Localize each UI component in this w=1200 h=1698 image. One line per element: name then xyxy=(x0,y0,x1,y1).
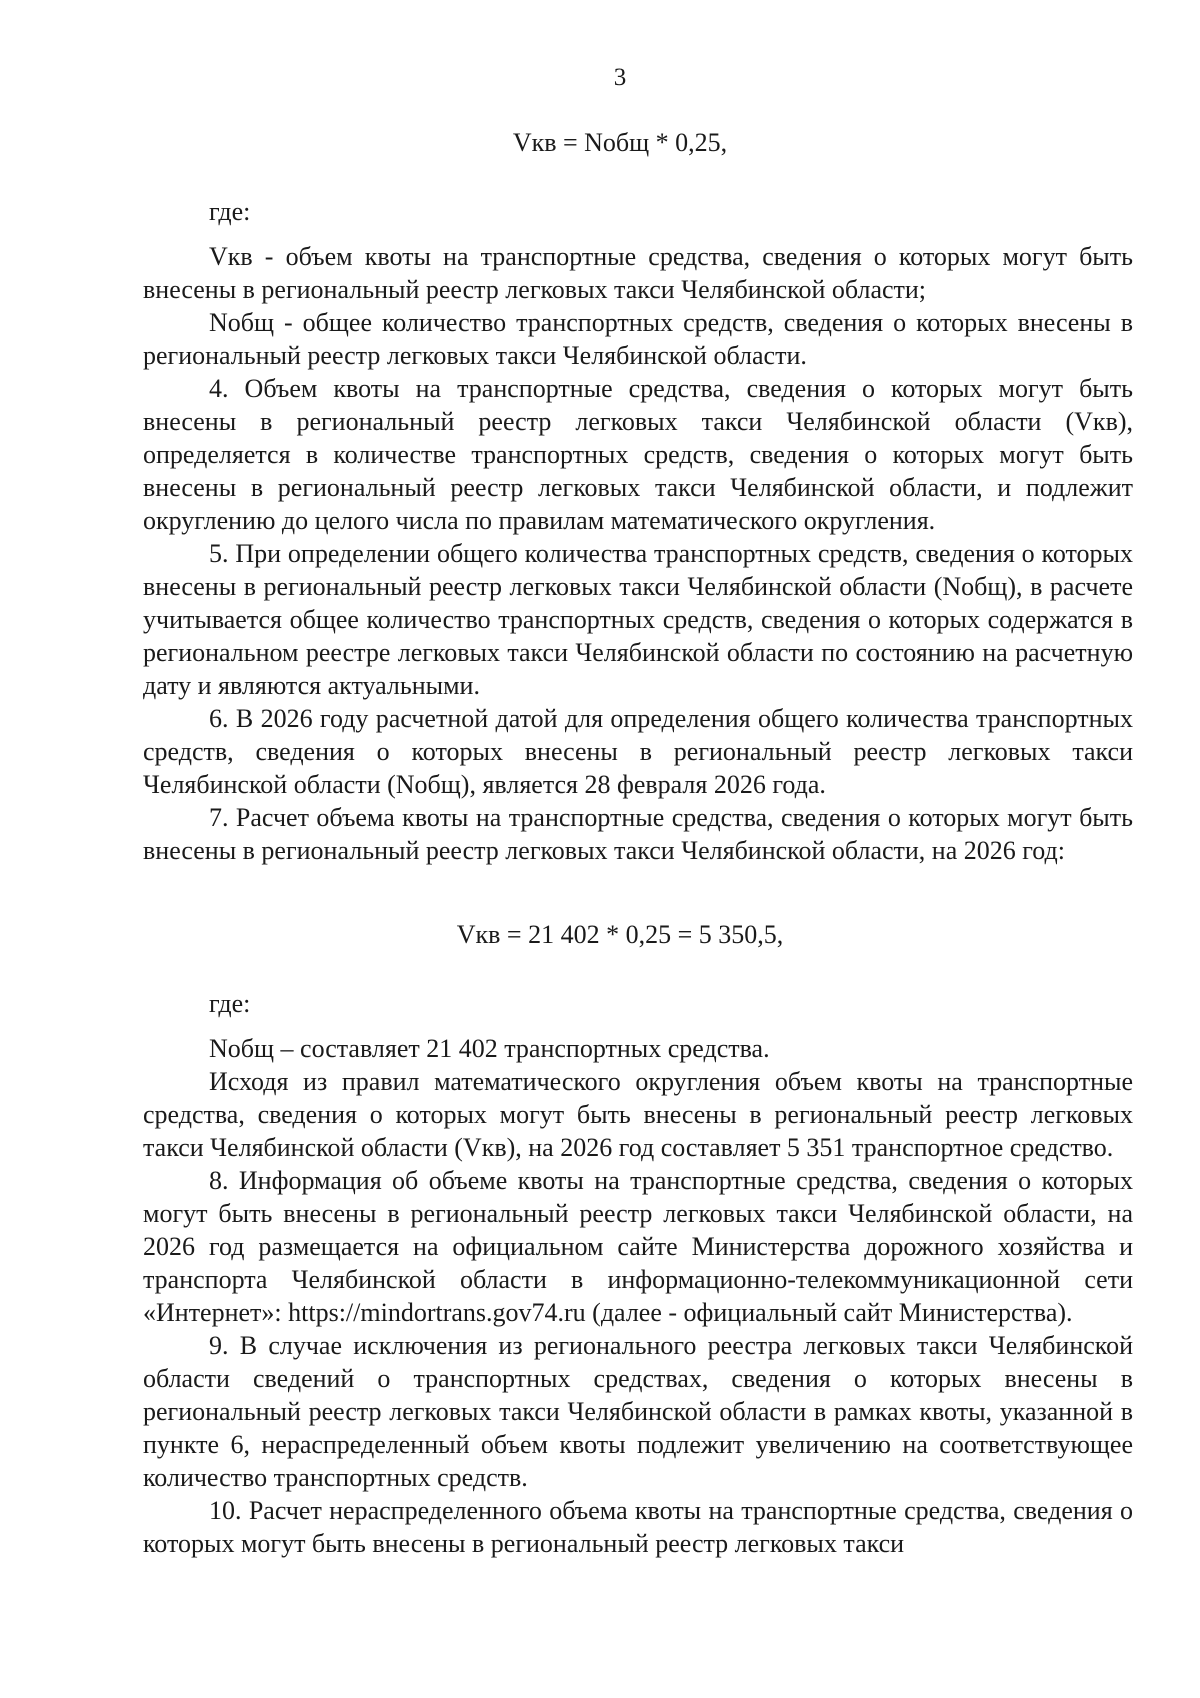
paragraph-item-9: 9. В случае исключения из регионального реестра легковых такси Челябинской области сведений о транспортных средствах, сведения о которых внесены в региональный реестр легковых такси Челябинской области в рамках квоты, указанной в пункте 6, нераспределенный объем квоты подлежит увеличению на соответствующее количество транспортных средств. xyxy=(143,1331,1133,1492)
text-block-definitions xyxy=(143,195,1133,867)
formula-quota: Vкв = Nобщ * 0,25, xyxy=(512,128,728,157)
paragraph-rounding: Исходя из правил математического округления объем квоты на транспортные средства, сведения о которых могут быть внесены в региональный реестр легковых такси Челябинской области (Vкв), на 2026 год составляет 5 351 транспортное средство. xyxy=(143,1067,1133,1162)
where-label: где: xyxy=(209,197,251,226)
paragraph-item-5: 5. При определении общего количества транспортных средств, сведения о которых внесены в региональный реестр легковых такси Челябинской области (Nобщ), в расчете учитывается общее количество транспортных средств, сведения о которых содержатся в региональном реестре легковых такси Челябинской области по состоянию на расчетную дату и являются актуальными. xyxy=(143,539,1133,700)
paragraph-nobsh-definition: Nобщ - общее количество транспортных средств, сведения о которых внесены в региональный реестр легковых такси Челябинской области. xyxy=(143,308,1133,370)
paragraph-item-10: 10. Расчет нераспределенного объема квоты на транспортные средства, сведения о которых могут быть внесены в региональный реестр легковых такси xyxy=(143,1496,1133,1558)
paragraph-item-8: 8. Информация об объеме квоты на транспортные средства, сведения о которых могут быть внесены в региональный реестр легковых такси Челябинской области, на 2026 год размещается на официальном сайте Министерства дорожного хозяйства и транспорта Челябинской области в информационно-телекоммуникационной сети «Интернет»: https://mindortrans.gov74.ru (далее - официальный сайт Министерства). xyxy=(143,1166,1133,1327)
page-number: 3 xyxy=(613,64,627,91)
paragraph-nobsh-value: Nобщ – составляет 21 402 транспортных средства. xyxy=(209,1034,770,1063)
text-block-calculation xyxy=(143,987,1133,1560)
formula-calculation: Vкв = 21 402 * 0,25 = 5 350,5, xyxy=(456,920,784,949)
where-label: где: xyxy=(209,989,251,1018)
paragraph-item-4: 4. Объем квоты на транспортные средства, сведения о которых могут быть внесены в региональный реестр легковых такси Челябинской области (Vкв), определяется в количестве транспортных средств, сведения о которых могут быть внесены в региональный реестр легковых такси Челябинской области, и подлежит округлению до целого числа по правилам математического округления. xyxy=(143,374,1133,535)
paragraph-vkv-definition: Vкв - объем квоты на транспортные средства, сведения о которых могут быть внесены в региональный реестр легковых такси Челябинской области; xyxy=(143,242,1133,304)
paragraph-item-6: 6. В 2026 году расчетной датой для определения общего количества транспортных средств, сведения о которых внесены в региональный реестр легковых такси Челябинской области (Nобщ), является 28 февраля 2026 года. xyxy=(143,704,1133,799)
paragraph-item-7: 7. Расчет объема квоты на транспортные средства, сведения о которых могут быть внесены в региональный реестр легковых такси Челябинской области, на 2026 год: xyxy=(143,803,1133,865)
